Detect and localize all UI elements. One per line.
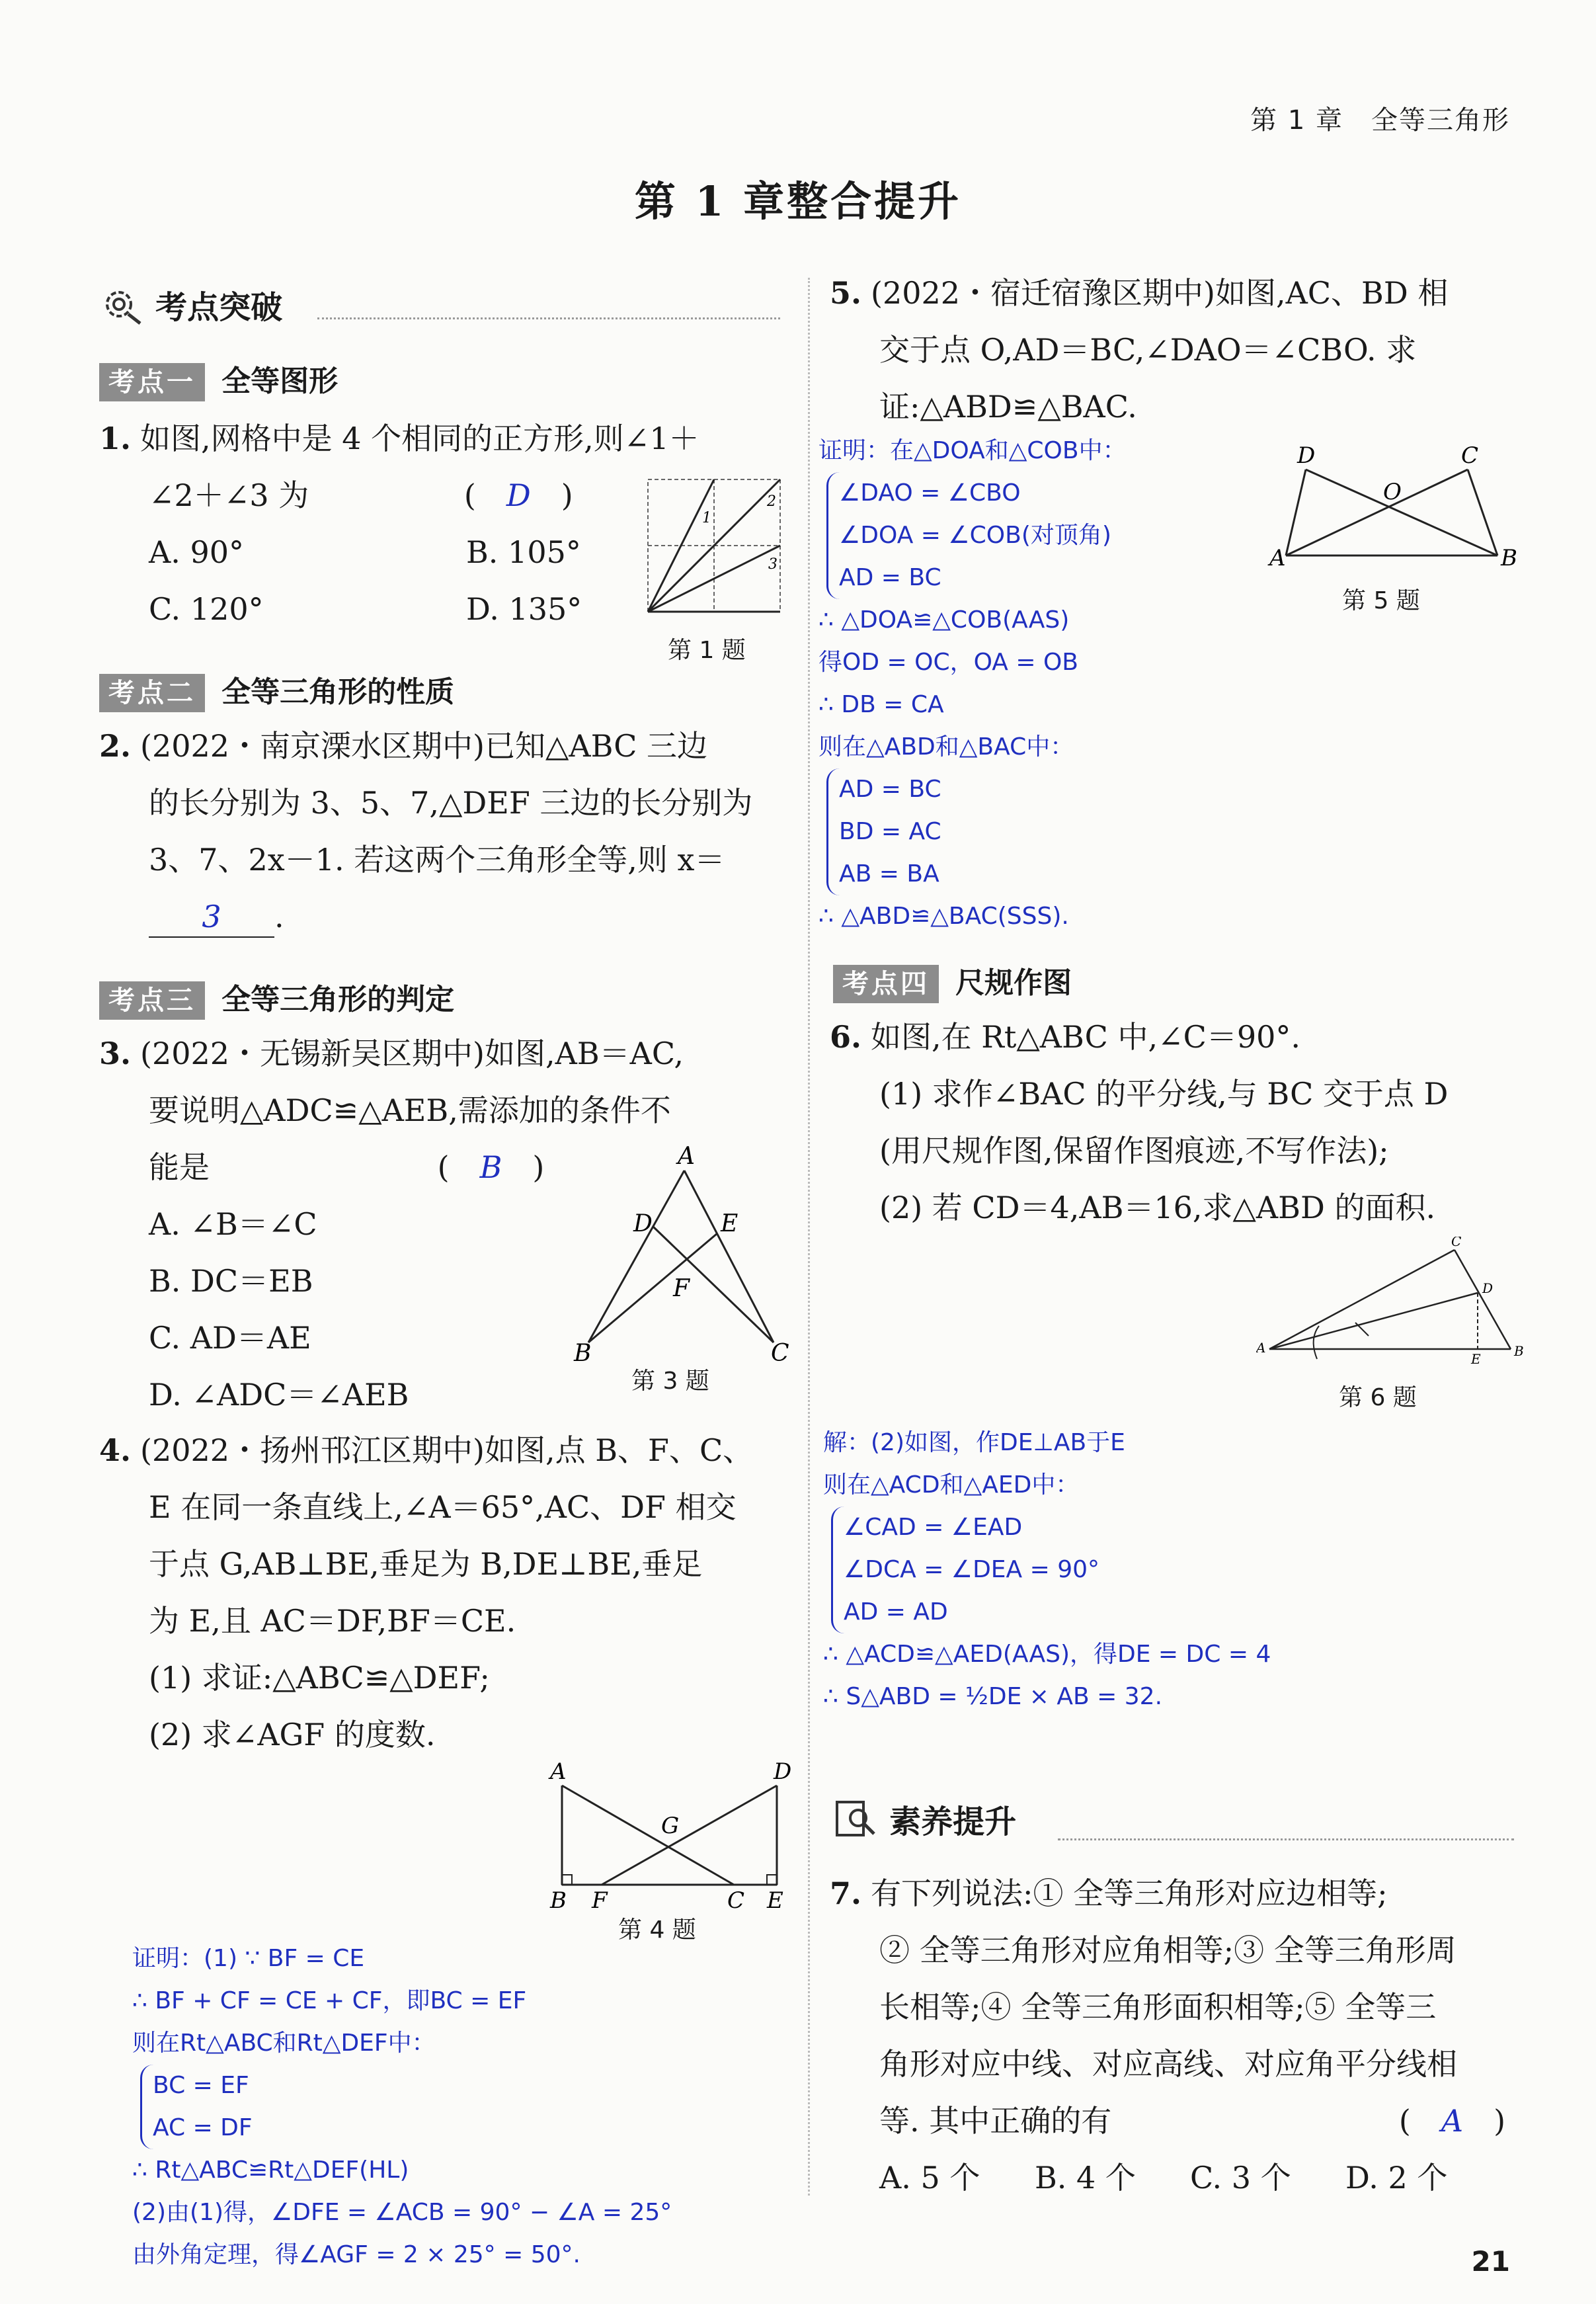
solution-line: 证明：(1) ∵ BF = CE: [132, 1945, 365, 1972]
question-text: 能是: [149, 1149, 210, 1185]
question-text: 证:△ABD≌△BAC.: [879, 389, 1137, 425]
section-suyang: [833, 1795, 1016, 1842]
punctuation: .: [274, 899, 284, 934]
solution-line: 解：(2)如图，作DE⊥AB于E: [823, 1429, 1125, 1456]
angle-label-1: 1: [702, 510, 711, 526]
question-text: ② 全等三角形对应角相等;③ 全等三角形周: [879, 1932, 1456, 1968]
tag-title: 全等图形: [221, 364, 339, 398]
point-label-e: E: [1471, 1351, 1481, 1367]
question-number: 7.: [830, 1875, 862, 1911]
page-title: 第 1 章整合提升: [634, 177, 962, 226]
answer: B: [479, 1149, 502, 1185]
solution-line: ∴ △ABD≌△BAC(SSS).: [818, 903, 1069, 930]
question-text: 长相等;④ 全等三角形面积相等;⑤ 全等三: [879, 1989, 1437, 2025]
point-label-c: C: [1451, 1237, 1462, 1249]
figure-5-caption: 第 5 题: [1342, 587, 1420, 614]
question-text: (2022・宿迁宿豫区期中)如图,AC、BD 相: [871, 275, 1449, 311]
section-title: 素养提升: [889, 1803, 1017, 1840]
figure-3-caption: 第 3 题: [631, 1368, 709, 1395]
point-label-e: E: [767, 1887, 783, 1911]
question-number: 4.: [99, 1432, 132, 1468]
question-text: (2022・无锡新吴区期中)如图,AB＝AC,: [140, 1036, 684, 1071]
point-label-b: B: [1514, 1343, 1524, 1359]
figure-6: [1256, 1237, 1527, 1369]
tag-1: [99, 357, 338, 399]
solution-line: ∠DCA = ∠DEA = 90°: [844, 1556, 1100, 1583]
option-a: A. 5 个: [879, 2160, 980, 2196]
solution-line: ∴ DB = CA: [818, 691, 944, 718]
section-title: 考点突破: [155, 288, 283, 326]
tag-4: [833, 959, 1072, 1001]
figure-6-caption: 第 6 题: [1339, 1384, 1417, 1411]
solution-6: [823, 1422, 1517, 1718]
question-number: 1.: [99, 421, 132, 456]
question-4: [99, 1422, 793, 1763]
angle-label-3: 3: [768, 556, 778, 573]
option-c: C. 120°: [149, 591, 264, 627]
page-number: 21: [1471, 2245, 1510, 2278]
equation-brace: [831, 1506, 1099, 1633]
solution-line: ∴ △ACD≌△AED(AAS)，得DE = DC = 4: [823, 1641, 1271, 1668]
answer-blank: 3: [149, 897, 274, 938]
question-2: [99, 718, 793, 945]
solution-line: AD = AD: [844, 1598, 948, 1625]
section-kaodian: [99, 281, 282, 327]
point-label-a: A: [550, 1759, 567, 1785]
option-c: C. AD＝AE: [149, 1320, 311, 1356]
question-text: 于点 G,AB⊥BE,垂足为 B,DE⊥BE,垂足: [149, 1546, 703, 1582]
equation-brace: [140, 2065, 253, 2149]
column-divider: [808, 278, 810, 2196]
solution-line: BC = EF: [153, 2072, 249, 2099]
equation-brace: [826, 472, 1111, 599]
point-label-d: D: [1482, 1280, 1494, 1296]
point-label-c: C: [771, 1340, 789, 1367]
figure-4: [542, 1759, 807, 1911]
question-text: 如图,在 Rt△ABC 中,∠C＝90°.: [871, 1019, 1300, 1055]
solution-5: [818, 430, 1268, 938]
solution-line: 则在△ABD和△BAC中：: [818, 733, 1074, 761]
answer: D: [506, 477, 531, 513]
option-a: A. 90°: [149, 534, 244, 570]
point-label-e: E: [721, 1210, 738, 1237]
magnifier-icon: [833, 1795, 879, 1842]
question-number: 6.: [830, 1019, 862, 1055]
question-text: 如图,网格中是 4 个相同的正方形,则∠1＋: [140, 421, 699, 456]
running-header: 第 1 章 全等三角形: [1250, 105, 1510, 136]
solution-line: 则在Rt△ABC和Rt△DEF中：: [132, 2030, 436, 2057]
question-text: ∠2＋∠3 为: [149, 477, 309, 513]
figure-1-grid: [641, 476, 787, 622]
section-rule: [1058, 1838, 1514, 1840]
question-text: (2022・扬州邗江区期中)如图,点 B、F、C、: [140, 1432, 754, 1468]
solution-line: 则在△ACD和△AED中：: [823, 1471, 1080, 1499]
point-label-c: C: [727, 1887, 745, 1911]
solution-line: 得OD = OC，OA = OB: [818, 649, 1078, 676]
solution-4: [132, 1938, 793, 2276]
point-label-a: A: [1269, 545, 1286, 571]
solution-line: BD = AC: [839, 818, 941, 845]
section-rule: [317, 317, 780, 319]
point-label-f: F: [592, 1887, 608, 1911]
question-text: (2) 求∠AGF 的度数.: [149, 1717, 436, 1752]
figure-4-caption: 第 4 题: [618, 1916, 696, 1944]
tag-label: 考点三: [99, 981, 205, 1020]
point-label-d: D: [774, 1759, 792, 1785]
point-label-a: A: [678, 1144, 695, 1170]
point-label-b: B: [550, 1887, 567, 1911]
question-7: 7. 有下列说法:① 全等三角形对应边相等; ② 全等三角形对应角相等;③ 全等三角形周 长相等;④ 全等三角形面积相等;⑤ 全等三 角形对应中线、对应高线、对应角平分线相 等. 其中正确的有 ( A ) A. 5 个 B. 4 个 C. 3 个 D. 2 个: [830, 1865, 1524, 2206]
tag-label: 考点一: [99, 363, 205, 401]
option-b: B. 4 个: [1035, 2160, 1136, 2196]
point-label-b: B: [1501, 545, 1517, 571]
tag-title: 全等三角形的判定: [221, 983, 455, 1016]
point-label-d: D: [1297, 442, 1316, 469]
point-label-a: A: [1256, 1340, 1266, 1356]
answer: A: [1441, 2103, 1464, 2139]
option-b: B. DC＝EB: [149, 1263, 313, 1299]
question-text: 3、7、2x－1. 若这两个三角形全等,则 x＝: [149, 842, 725, 878]
figure-5: [1263, 440, 1521, 572]
point-label-f: F: [673, 1275, 690, 1302]
question-5: [830, 265, 1517, 435]
question-text: 为 E,且 AC＝DF,BF＝CE.: [149, 1603, 516, 1639]
solution-line: (2)由(1)得，∠DFE = ∠ACB = 90° − ∠A = 25°: [132, 2199, 672, 2226]
solution-line: 证明：在△DOA和△COB中：: [818, 437, 1127, 464]
solution-line: ∴ S△ABD = ½DE × AB = 32.: [823, 1683, 1163, 1710]
point-label-o: O: [1383, 479, 1402, 505]
solution-line: AB = BA: [839, 860, 939, 887]
option-d: D. 135°: [466, 591, 582, 627]
question-1: 1. 如图,网格中是 4 个相同的正方形,则∠1＋ ∠2＋∠3 为 ( D ) A. 90° B. 105° C. 120° D. 135°: [99, 410, 793, 638]
point-label-b: B: [574, 1340, 592, 1367]
tag-title: 尺规作图: [955, 966, 1072, 1000]
question-text: (1) 求作∠BAC 的平分线,与 BC 交于点 D: [879, 1076, 1449, 1112]
equation-brace: [826, 768, 941, 895]
tag-3: [99, 975, 454, 1018]
option-a: A. ∠B＝∠C: [149, 1206, 317, 1242]
question-text: 有下列说法:① 全等三角形对应边相等;: [871, 1875, 1388, 1911]
option-b: B. 105°: [466, 534, 581, 570]
solution-line: AD = BC: [839, 564, 941, 591]
question-text: (1) 求证:△ABC≌△DEF;: [149, 1660, 490, 1696]
solution-line: 由外角定理，得∠AGF = 2 × 25° = 50°.: [132, 2241, 580, 2268]
option-d: D. 2 个: [1345, 2160, 1448, 2196]
solution-line: AC = DF: [153, 2114, 253, 2141]
point-label-d: D: [633, 1210, 653, 1237]
question-6: [830, 1008, 1524, 1236]
tag-label: 考点二: [99, 674, 205, 712]
option-d: D. ∠ADC＝∠AEB: [149, 1377, 409, 1413]
solution-line: ∠CAD = ∠EAD: [844, 1514, 1023, 1541]
tag-2: [99, 668, 454, 710]
point-label-c: C: [1461, 442, 1479, 469]
gear-icon: [99, 281, 145, 327]
question-3: 3. (2022・无锡新吴区期中)如图,AB＝AC, 要说明△ADC≌△AEB,需添加的条件不 能是 ( B ) A. ∠B＝∠C B. DC＝EB C. AD＝AE D. ∠ADC＝∠AEB: [99, 1025, 793, 1423]
solution-line: ∠DOA = ∠COB(对顶角): [839, 522, 1111, 549]
question-text: (2022・南京溧水区期中)已知△ABC 三边: [140, 728, 708, 764]
figure-3: [569, 1144, 793, 1369]
question-number: 5.: [830, 275, 862, 311]
option-c: C. 3 个: [1190, 2160, 1291, 2196]
solution-line: ∴ BF + CF = CE + CF，即BC = EF: [132, 1987, 527, 2014]
figure-1-caption: 第 1 题: [668, 637, 746, 664]
solution-line: AD = BC: [839, 776, 941, 803]
question-number: 2.: [99, 728, 132, 764]
question-text: 要说明△ADC≌△AEB,需添加的条件不: [149, 1092, 671, 1128]
question-number: 3.: [99, 1036, 132, 1071]
angle-label-2: 2: [767, 493, 776, 510]
tag-label: 考点四: [833, 965, 939, 1003]
question-text: (2) 若 CD＝4,AB＝16,求△ABD 的面积.: [879, 1190, 1436, 1225]
solution-line: ∠DAO = ∠CBO: [839, 479, 1021, 507]
solution-line: ∴ Rt△ABC≌Rt△DEF(HL): [132, 2157, 409, 2184]
point-label-g: G: [661, 1813, 680, 1839]
question-text: 交于点 O,AD＝BC,∠DAO＝∠CBO. 求: [879, 332, 1417, 368]
question-text: (用尺规作图,保留作图痕迹,不写作法);: [879, 1133, 1389, 1169]
question-text: 角形对应中线、对应高线、对应角平分线相: [879, 2046, 1457, 2082]
question-text: 等. 其中正确的有: [879, 2103, 1112, 2139]
tag-title: 全等三角形的性质: [221, 675, 455, 709]
question-text: E 在同一条直线上,∠A＝65°,AC、DF 相交: [149, 1489, 737, 1525]
question-text: 的长分别为 3、5、7,△DEF 三边的长分别为: [149, 785, 753, 821]
solution-line: ∴ △DOA≌△COB(AAS): [818, 606, 1070, 634]
